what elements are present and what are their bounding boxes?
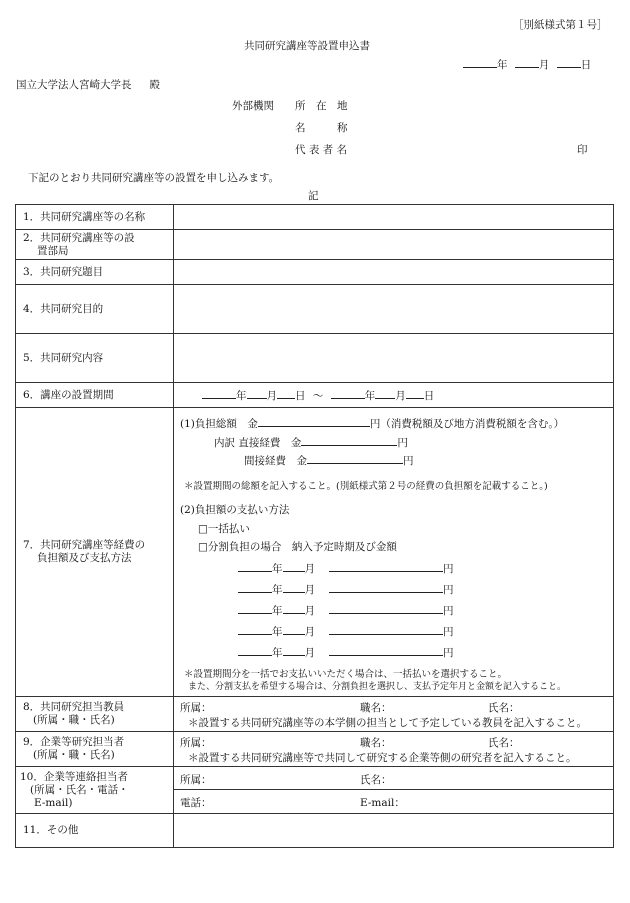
direct-cost-line: 内訳 直接経費 金 円 bbox=[214, 437, 408, 449]
installment-line: 年 月 円 bbox=[238, 561, 454, 576]
input-cell[interactable] bbox=[174, 260, 614, 285]
input-cell[interactable] bbox=[174, 230, 614, 260]
expense-cell[interactable] bbox=[174, 408, 614, 697]
row-label: 2．共同研究講座等の設 置部局 bbox=[16, 230, 174, 260]
applicant-group-label: 外部機関 bbox=[232, 100, 274, 112]
table-row bbox=[16, 697, 614, 732]
row-label: 1．共同研究講座等の名称 bbox=[16, 205, 174, 230]
faculty-cell[interactable]: 所属： 職名： 氏名： ＊設置する共同研究講座等の本学側の担当として予定している教員を記入すること。 bbox=[174, 697, 614, 732]
intro-text: 下記のとおり共同研究講座等の設置を申し込みます。 bbox=[28, 172, 280, 184]
name-label: 名 称 bbox=[295, 122, 348, 134]
table-row bbox=[16, 334, 614, 383]
period-cell[interactable]: 年 月 日 ～ 年 月 日 bbox=[174, 383, 614, 408]
row-label: 9．企業等研究担当者 (所属・職・氏名) bbox=[16, 732, 174, 767]
payment-note: また、分割支払を希望する場合は、分割負担を選択し、支払予定年月と金額を記入すること。 bbox=[188, 682, 567, 692]
addressee: 国立大学法人宮崎大学長 殿 bbox=[16, 79, 160, 91]
table-row bbox=[16, 767, 614, 814]
table-row bbox=[16, 205, 614, 230]
date-line[interactable]: 年 月 日 bbox=[463, 57, 591, 72]
ki-mark: 記 bbox=[308, 190, 319, 202]
faculty-note: ＊設置する共同研究講座等の本学側の担当として予定している教員を記入すること。 bbox=[188, 717, 587, 729]
indirect-cost-line: 間接経費 金 円 bbox=[244, 455, 414, 467]
split-payment-checkbox[interactable]: □分割負担の場合 納入予定時期及び金額 bbox=[198, 541, 397, 553]
contact-cell[interactable]: 所属： 氏名： 電話： E-mail： bbox=[174, 767, 614, 814]
company-note: ＊設置する共同研究講座等で共同して研究する企業等側の研究者を記入すること。 bbox=[188, 752, 577, 764]
table-row bbox=[16, 383, 614, 408]
table-row bbox=[16, 260, 614, 285]
payment-method-title: (2)負担額の支払い方法 bbox=[180, 504, 290, 516]
application-table bbox=[15, 204, 614, 848]
table-row bbox=[16, 732, 614, 767]
row-label: 5．共同研究内容 bbox=[16, 334, 174, 383]
form-title: 共同研究講座等設置申込書 bbox=[244, 40, 370, 52]
input-cell[interactable] bbox=[174, 285, 614, 334]
row-label: 3．共同研究題目 bbox=[16, 260, 174, 285]
lump-sum-checkbox[interactable]: □一括払い bbox=[198, 523, 250, 535]
input-cell[interactable] bbox=[174, 814, 614, 848]
row-label: 11．その他 bbox=[16, 814, 174, 848]
row-label: 6．講座の設置期間 bbox=[16, 383, 174, 408]
address-label: 所 在 地 bbox=[295, 100, 348, 112]
table-row bbox=[16, 408, 614, 697]
input-cell[interactable] bbox=[174, 334, 614, 383]
table-row bbox=[16, 285, 614, 334]
row-label: 7．共同研究講座等経費の 負担額及び支払方法 bbox=[16, 408, 174, 697]
seal-mark: 印 bbox=[577, 144, 588, 156]
payment-note: ＊設置期間分を一括でお支払いいただく場合は、一括払いを選択すること。 bbox=[184, 669, 508, 680]
table-row bbox=[16, 230, 614, 260]
installment-line: 年 月 円 bbox=[238, 603, 454, 618]
company-researcher-cell[interactable]: 所属： 職名： 氏名： ＊設置する共同研究講座等で共同して研究する企業等側の研究者を記入すること。 bbox=[174, 732, 614, 767]
row-label: 10．企業等連絡担当者 (所属・氏名・電話・ E-mail) bbox=[16, 767, 174, 814]
installment-line: 年 月 円 bbox=[238, 582, 454, 597]
table-row bbox=[16, 814, 614, 848]
representative-label: 代 表 者 名 bbox=[295, 144, 348, 156]
installment-line: 年 月 円 bbox=[238, 624, 454, 639]
input-cell[interactable] bbox=[174, 205, 614, 230]
expense-note: ＊設置期間の総額を記入すること。(別紙様式第２号の経費の負担額を記載すること。) bbox=[184, 481, 548, 492]
row-label: 4．共同研究目的 bbox=[16, 285, 174, 334]
row-label: 8．共同研究担当教員 (所属・職・氏名) bbox=[16, 697, 174, 732]
form-number: ［別紙様式第１号］ bbox=[513, 19, 608, 31]
total-amount-line: (1)負担総額 金 円（消費税額及び地方消費税額を含む。） bbox=[180, 418, 565, 430]
installment-line: 年 月 円 bbox=[238, 645, 454, 660]
